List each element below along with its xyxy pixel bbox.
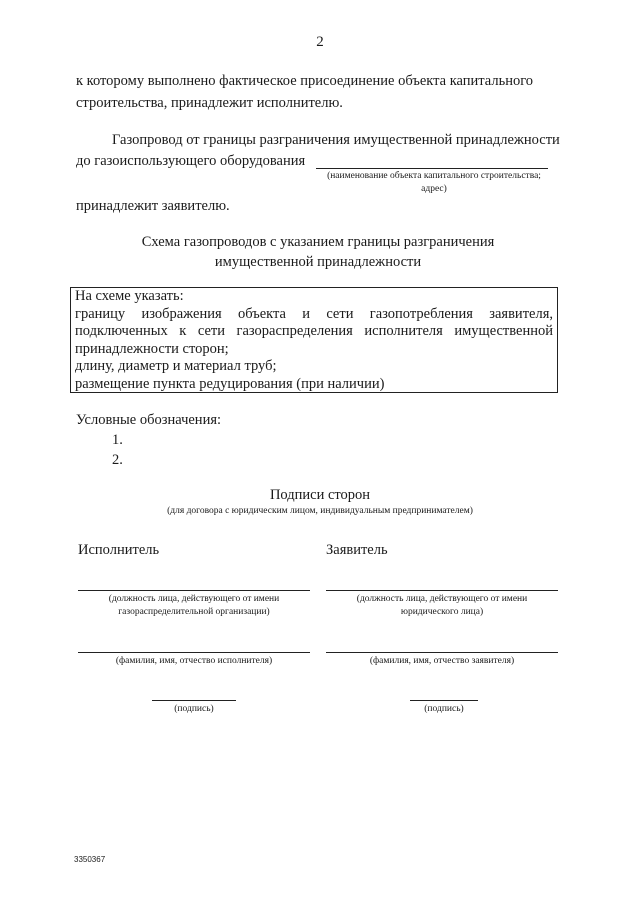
caption-line: юридического лица) — [400, 607, 484, 617]
executor-name-line — [78, 652, 310, 653]
legend-item: 2. — [112, 452, 123, 468]
paragraph-connection-ownership: к которому выполнено фактическое присоединение объекта капитального строительства, принадлежит исполнителю. — [76, 73, 534, 111]
scheme-title-line1: Схема газопроводов с указанием границы разграничения — [141, 234, 495, 250]
signatures-subtitle: (для договора с юридическим лицом, индивидуальным предпринимателем) — [167, 506, 473, 516]
scheme-box-line: подключенных к сети газораспределения исполнителя имущественной — [75, 323, 553, 339]
applicant-position-caption — [326, 593, 558, 619]
executor-position-caption — [78, 593, 310, 619]
scheme-box-line: принадлежности сторон; — [75, 340, 229, 357]
scheme-box-heading: На схеме указать: — [75, 288, 184, 304]
document-code: 3350367 — [74, 855, 106, 864]
applicant-signature-caption: (подпись) — [424, 704, 464, 714]
caption-line: газораспределительной организации) — [118, 607, 270, 617]
executor-signature-line — [152, 700, 236, 701]
signatures-title: Подписи сторон — [269, 487, 371, 503]
executor-position-line — [78, 590, 310, 591]
executor-signature-caption: (подпись) — [174, 704, 214, 714]
caption-line: (должность лица, действующего от имени — [356, 594, 528, 604]
object-name-fill-line — [316, 168, 548, 169]
executor-label: Исполнитель — [78, 542, 160, 558]
applicant-signature-line — [410, 700, 478, 701]
applicant-label: Заявитель — [326, 542, 388, 558]
legend-item: 1. — [112, 432, 123, 448]
paragraph-gas-pipeline-line1: Газопровод от границы разграничения имущественной принадлежности — [112, 132, 560, 148]
scheme-instructions-box — [70, 287, 558, 393]
executor-name-caption: (фамилия, имя, отчество исполнителя) — [115, 656, 273, 666]
scheme-box-line: длину, диаметр и материал труб; — [75, 358, 277, 374]
paragraph-belongs-to-applicant: принадлежит заявителю. — [76, 198, 230, 214]
scheme-title-line2: имущественной принадлежности — [214, 254, 422, 270]
scheme-box-line: размещение пункта редуцирования (при наличии) — [75, 375, 385, 392]
scheme-box-line: границу изображения объекта и сети газопотребления заявителя, — [75, 305, 553, 322]
applicant-position-line — [326, 590, 558, 591]
paragraph-gas-pipeline-line2: до газоиспользующего оборудования — [76, 153, 306, 169]
legend-title: Условные обозначения: — [76, 412, 222, 428]
scheme-title — [76, 232, 560, 272]
caption-line: (должность лица, действующего от имени — [108, 594, 280, 604]
applicant-name-caption: (фамилия, имя, отчество заявителя) — [369, 656, 515, 666]
page-number: 2 — [316, 34, 324, 50]
object-name-caption: (наименование объекта капитального строительства; адрес) — [327, 171, 541, 194]
applicant-name-line — [326, 652, 558, 653]
